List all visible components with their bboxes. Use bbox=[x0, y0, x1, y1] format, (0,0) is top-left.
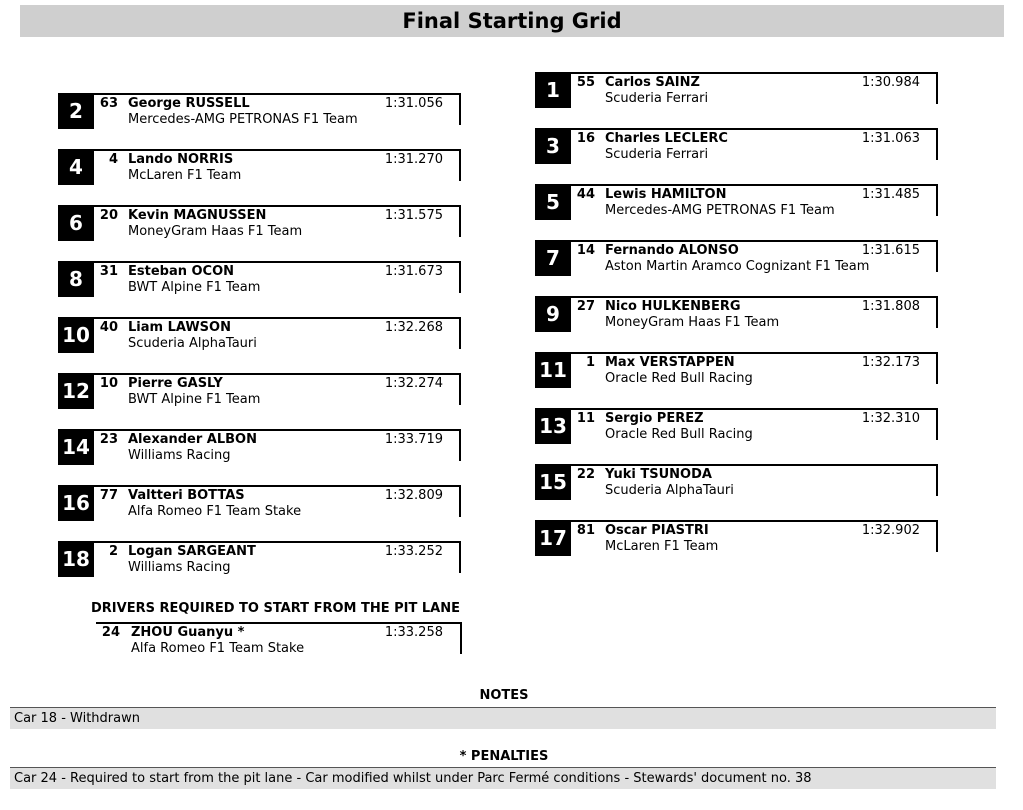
penalties-row: Car 24 - Required to start from the pit lane - Car modified whilst under Parc Fermé conditions - Stewards' document no. 38 bbox=[10, 767, 996, 789]
team-name: Williams Racing bbox=[128, 560, 231, 575]
driver-name: Yuki TSUNODA bbox=[605, 467, 712, 482]
grid-position: 2 bbox=[58, 93, 94, 129]
car-number: 16 bbox=[576, 131, 595, 146]
grid-slot bbox=[535, 408, 940, 464]
lap-time: 1:32.268 bbox=[384, 320, 443, 335]
driver-name: ZHOU Guanyu * bbox=[131, 625, 245, 640]
team-name: Oracle Red Bull Racing bbox=[605, 427, 753, 442]
grid-position: 11 bbox=[535, 352, 571, 388]
grid-column-right bbox=[535, 72, 940, 576]
car-number: 2 bbox=[108, 544, 118, 559]
driver-name: Logan SARGEANT bbox=[128, 544, 256, 559]
car-number: 10 bbox=[99, 376, 118, 391]
lap-time: 1:31.615 bbox=[861, 243, 920, 258]
driver-name: Nico HULKENBERG bbox=[605, 299, 741, 314]
lap-time: 1:31.270 bbox=[384, 152, 443, 167]
team-name: Aston Martin Aramco Cognizant F1 Team bbox=[605, 259, 870, 274]
grid-slot bbox=[58, 485, 463, 541]
penalties-heading: * PENALTIES bbox=[459, 749, 549, 764]
grid-position: 14 bbox=[58, 429, 94, 465]
pit-lane-entry bbox=[96, 622, 463, 656]
lap-time: 1:32.173 bbox=[861, 355, 920, 370]
team-name: BWT Alpine F1 Team bbox=[128, 280, 261, 295]
car-number: 31 bbox=[99, 264, 118, 279]
slot-frame bbox=[535, 464, 938, 496]
team-name: Scuderia AlphaTauri bbox=[128, 336, 257, 351]
grid-position: 5 bbox=[535, 184, 571, 220]
grid-position: 8 bbox=[58, 261, 94, 297]
notes-heading: NOTES bbox=[479, 688, 529, 703]
team-name: Scuderia AlphaTauri bbox=[605, 483, 734, 498]
car-number: 14 bbox=[576, 243, 595, 258]
grid-position: 16 bbox=[58, 485, 94, 521]
grid-slot bbox=[535, 128, 940, 184]
car-number: 44 bbox=[576, 187, 595, 202]
driver-name: Lewis HAMILTON bbox=[605, 187, 727, 202]
driver-name: Fernando ALONSO bbox=[605, 243, 739, 258]
lap-time: 1:32.274 bbox=[384, 376, 443, 391]
lap-time: 1:30.984 bbox=[861, 75, 920, 90]
grid-position: 15 bbox=[535, 464, 571, 500]
driver-name: Liam LAWSON bbox=[128, 320, 231, 335]
grid-slot bbox=[58, 261, 463, 317]
car-number: 1 bbox=[585, 355, 595, 370]
grid-position: 9 bbox=[535, 296, 571, 332]
grid-position: 6 bbox=[58, 205, 94, 241]
team-name: BWT Alpine F1 Team bbox=[128, 392, 261, 407]
team-name: Scuderia Ferrari bbox=[605, 147, 709, 162]
grid-position: 7 bbox=[535, 240, 571, 276]
grid-slot bbox=[58, 429, 463, 485]
lap-time: 1:31.485 bbox=[861, 187, 920, 202]
team-name: MoneyGram Haas F1 Team bbox=[605, 315, 780, 330]
team-name: McLaren F1 Team bbox=[128, 168, 242, 183]
driver-name: Alexander ALBON bbox=[128, 432, 257, 447]
car-number: 81 bbox=[576, 523, 595, 538]
driver-name: Kevin MAGNUSSEN bbox=[128, 208, 267, 223]
driver-name: Carlos SAINZ bbox=[605, 75, 700, 90]
grid-slot bbox=[535, 520, 940, 576]
grid-slot bbox=[58, 149, 463, 205]
driver-name: Lando NORRIS bbox=[128, 152, 234, 167]
car-number: 77 bbox=[99, 488, 118, 503]
driver-name: Sergio PEREZ bbox=[605, 411, 704, 426]
driver-name: George RUSSELL bbox=[128, 96, 250, 111]
grid-position: 4 bbox=[58, 149, 94, 185]
grid-slot bbox=[535, 240, 940, 296]
team-name: Scuderia Ferrari bbox=[605, 91, 709, 106]
grid-slot bbox=[535, 296, 940, 352]
car-number: 11 bbox=[576, 411, 595, 426]
lap-time: 1:31.808 bbox=[861, 299, 920, 314]
grid-slot bbox=[58, 205, 463, 261]
grid-position: 3 bbox=[535, 128, 571, 164]
car-number: 24 bbox=[101, 625, 120, 640]
grid-slot bbox=[58, 93, 463, 149]
grid-slot bbox=[535, 464, 940, 520]
team-name: McLaren F1 Team bbox=[605, 539, 719, 554]
grid-position: 18 bbox=[58, 541, 94, 577]
driver-name: Pierre GASLY bbox=[128, 376, 223, 391]
car-number: 20 bbox=[99, 208, 118, 223]
car-number: 40 bbox=[99, 320, 118, 335]
notes-row: Car 18 - Withdrawn bbox=[10, 707, 996, 729]
grid-slot bbox=[535, 352, 940, 408]
grid-column-left bbox=[58, 93, 463, 597]
driver-name: Oscar PIASTRI bbox=[605, 523, 709, 538]
team-name: Mercedes-AMG PETRONAS F1 Team bbox=[605, 203, 835, 218]
grid-position: 13 bbox=[535, 408, 571, 444]
team-name: Mercedes-AMG PETRONAS F1 Team bbox=[128, 112, 358, 127]
driver-name: Esteban OCON bbox=[128, 264, 235, 279]
lap-time: 1:32.902 bbox=[861, 523, 920, 538]
team-name: Alfa Romeo F1 Team Stake bbox=[128, 504, 302, 519]
lap-time: 1:31.575 bbox=[384, 208, 443, 223]
car-number: 27 bbox=[576, 299, 595, 314]
team-name: Alfa Romeo F1 Team Stake bbox=[131, 641, 305, 656]
lap-time: 1:32.809 bbox=[384, 488, 443, 503]
lap-time: 1:33.719 bbox=[384, 432, 443, 447]
lap-time: 1:31.063 bbox=[861, 131, 920, 146]
grid-position: 12 bbox=[58, 373, 94, 409]
team-name: Oracle Red Bull Racing bbox=[605, 371, 753, 386]
grid-position: 1 bbox=[535, 72, 571, 108]
grid-slot bbox=[58, 541, 463, 597]
grid-slot bbox=[58, 317, 463, 373]
car-number: 4 bbox=[108, 152, 118, 167]
lap-time: 1:32.310 bbox=[861, 411, 920, 426]
car-number: 63 bbox=[99, 96, 118, 111]
driver-name: Max VERSTAPPEN bbox=[605, 355, 735, 370]
car-number: 55 bbox=[576, 75, 595, 90]
lap-time: 1:31.056 bbox=[384, 96, 443, 111]
grid-slot bbox=[58, 373, 463, 429]
lap-time: 1:33.252 bbox=[384, 544, 443, 559]
driver-name: Charles LECLERC bbox=[605, 131, 728, 146]
lap-time: 1:31.673 bbox=[384, 264, 443, 279]
driver-name: Valtteri BOTTAS bbox=[128, 488, 245, 503]
team-name: MoneyGram Haas F1 Team bbox=[128, 224, 303, 239]
car-number: 22 bbox=[576, 467, 595, 482]
page-title: Final Starting Grid bbox=[20, 5, 1004, 37]
pit-lane-heading: DRIVERS REQUIRED TO START FROM THE PIT LANE bbox=[91, 601, 460, 616]
team-name: Williams Racing bbox=[128, 448, 231, 463]
grid-slot bbox=[535, 72, 940, 128]
lap-time: 1:33.258 bbox=[384, 625, 443, 640]
grid-slot bbox=[535, 184, 940, 240]
grid-position: 17 bbox=[535, 520, 571, 556]
car-number: 23 bbox=[99, 432, 118, 447]
grid-position: 10 bbox=[58, 317, 94, 353]
